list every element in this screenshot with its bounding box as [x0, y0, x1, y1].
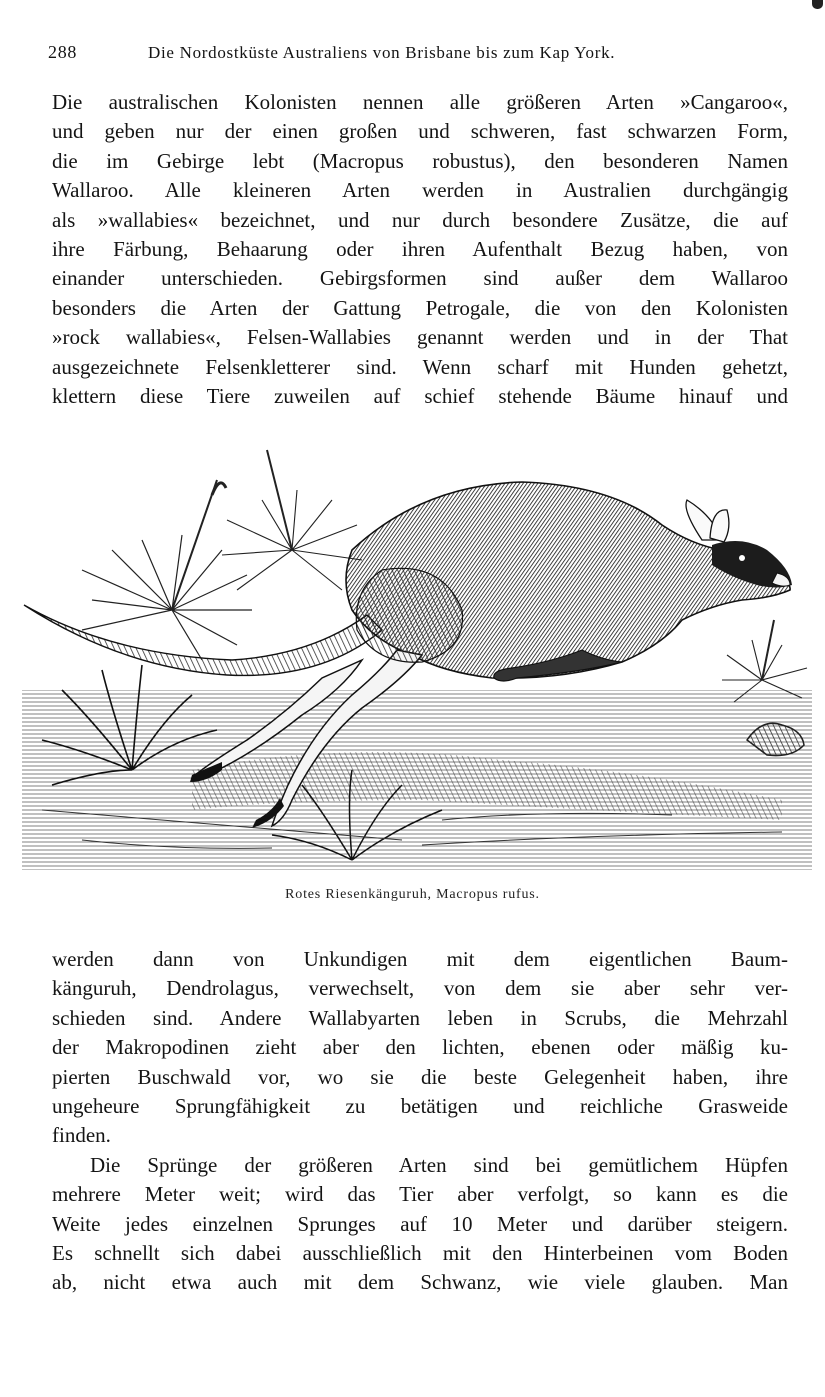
text-line: Die australischen Kolonisten nennen alle größeren Arten »Cangaroo«, — [52, 90, 788, 114]
text-line: ihre Färbung, Behaarung oder ihren Aufenthalt Bezug haben, von — [52, 236, 788, 261]
text-line: »rock wallabies«, Felsen-Wallabies genannt werden und in der That — [52, 325, 788, 350]
kangaroo-illustration — [22, 440, 812, 870]
text-line: die im Gebirge lebt (Macropus robustus), den besonderen Namen — [52, 148, 788, 173]
text-line: einander unterschieden. Gebirgsformen sind außer dem Wallaroo — [52, 266, 788, 291]
text-line: als »wallabies« bezeichnet, und nur durch besondere Zusätze, die auf — [52, 207, 788, 232]
figure-caption: Rotes Riesenkänguruh, Macropus rufus. — [285, 887, 540, 902]
text-line: finden. — [52, 1123, 111, 1148]
text-line: mehrere Meter weit; wird das Tier aber verfolgt, so kann es die — [52, 1182, 788, 1207]
fan-palm-right — [722, 620, 807, 702]
text-line: besonders die Arten der Gattung Petrogale, die von den Kolonisten — [52, 295, 788, 320]
text-line: Weite jedes einzelnen Sprunges auf 10 Meter und darüber steigern. — [52, 1211, 788, 1236]
text-line: Wallaroo. Alle kleineren Arten werden in Australien durchgängig — [52, 178, 788, 203]
text-line: klettern diese Tiere zuweilen auf schief stehende Bäume hinauf und — [52, 383, 788, 408]
kangaroo-eye — [739, 555, 745, 561]
fan-palm-center — [222, 450, 362, 590]
page-header — [48, 36, 790, 70]
scan-speck — [812, 0, 823, 9]
text-line: schieden sind. Andere Wallabyarten leben in Scrubs, die Mehrzahl — [52, 1005, 788, 1030]
kangaroo-tail — [24, 605, 382, 675]
text-line: der Makropodinen zieht aber den lichten, ebenen oder mäßig ku- — [52, 1035, 788, 1060]
text-line: und geben nur der einen großen und schweren, fast schwarzen Form, — [52, 119, 788, 144]
text-line: werden dann von Unkundigen mit dem eigentlichen Baum- — [52, 947, 788, 971]
paragraph-top — [52, 88, 788, 411]
text-line: ungeheure Sprungfähigkeit zu betätigen und reichliche Grasweide — [52, 1093, 788, 1118]
text-line: Die Sprünge der größeren Arten sind bei gemütlichem Hüpfen — [90, 1152, 788, 1177]
running-title: Die Nordostküste Australiens von Brisbane bis zum Kap York. — [148, 43, 616, 62]
text-line: känguruh, Dendrolagus, verwechselt, von dem sie aber sehr ver- — [52, 976, 788, 1001]
text-line: ab, nicht etwa auch mit dem Schwanz, wie viele glauben. Man — [52, 1270, 788, 1295]
page-number: 288 — [48, 42, 78, 62]
engraving-image — [22, 440, 812, 870]
text-line: Es schnellt sich dabei ausschließlich mit den Hinterbeinen vom Boden — [52, 1240, 788, 1265]
paragraph-continued — [52, 945, 788, 1298]
text-line: ausgezeichnete Felsenkletterer sind. Wenn scharf mit Hunden gehetzt, — [52, 354, 788, 379]
text-line: pierten Buschwald vor, wo sie die beste Gelegenheit haben, ihre — [52, 1064, 788, 1089]
fan-palm-left — [82, 480, 252, 660]
